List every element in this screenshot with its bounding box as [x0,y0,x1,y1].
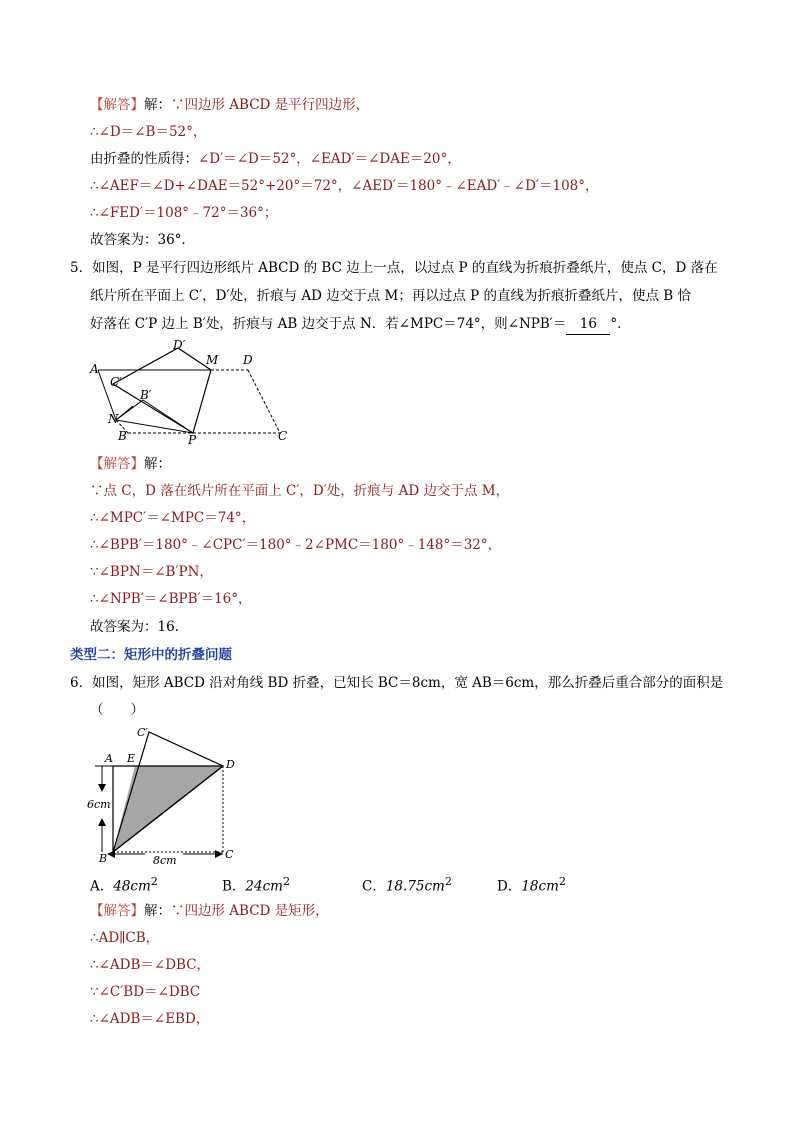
label-M: M [206,353,219,367]
label-Cp: C′ [110,375,122,389]
option-a[interactable]: A．$48cm^2$ [90,875,158,895]
option-d[interactable]: D．$18cm^2$ [497,875,567,895]
q6-stem-line-2: （ ） [90,702,144,718]
q5-solution-line-3: ∴∠MPC′＝∠MPC＝74°， [90,510,256,526]
q6-solution-line-5: ∴∠ADB＝∠EBD， [90,1011,210,1027]
section-title: 类型二：矩形中的折叠问题 [70,647,232,663]
q5-stem-line-3: 好落在 C′P 边上 B′处，折痕与 AB 边交于点 N．若∠MPC＝74°，则∠NPB′＝ 16 °． [90,314,631,335]
q4-solution-line-6: 故答案为：36°. [90,232,186,248]
solution-tag: 【解答】 [90,903,144,919]
solution-tag: 【解答】 [90,456,144,472]
q5-stem-line-2: 纸片所在平面上 C′，D′处，折痕与 AD 边交于点 M；再以过点 P 的直线为折痕折叠纸片，使点 B 恰 [90,288,692,304]
q4-solution-line-4: ∴∠AEF＝∠D+∠DAE＝52°+20°＝72°，∠AED′＝180°﹣∠EAD′﹣∠D′＝108°， [90,178,599,194]
label-N: N [108,412,119,426]
label-P: P [188,433,197,446]
q6-solution-line-3: ∴∠ADB＝∠DBC， [90,957,211,973]
label-A: A [90,362,99,376]
label-Bp: B′ [140,388,152,402]
q4-solution-line-5: ∴∠FED′＝108°﹣72°＝36°； [90,205,278,221]
label-B: B [118,429,127,443]
q6-solution-line-2: ∴AD∥CB， [90,930,160,946]
label-Cp: C′ [137,726,148,739]
label-E: E [127,752,136,765]
q6-solution-line-4: ∵∠C′BD＝∠DBC [90,984,201,1000]
q5-solution-line-2: ∵点 C，D 落在纸片所在平面上 C′，D′处，折痕与 AD 边交于点 M， [90,483,510,499]
q6-solution-line-1: 【解答】解：∵四边形 ABCD 是矩形， [90,903,329,919]
q5-figure [88,336,303,446]
q4-solution-line-1: 【解答】解：∵四边形 ABCD 是平行四边形， [90,97,370,113]
q5-solution-line-1: 【解答】解： [90,456,171,472]
option-c[interactable]: C．$18.75cm^2$ [362,875,453,895]
q6-figure [85,722,245,867]
label-D: D [243,353,253,367]
q5-solution-line-4: ∴∠BPB′＝180°﹣∠CPC′＝180°﹣2∠PMC＝180°﹣148°＝32°， [90,537,502,553]
label-A: A [105,752,113,765]
option-b[interactable]: B．$24cm^2$ [222,875,291,895]
q5-answer: 16 [566,314,610,335]
label-Dp: D′ [173,338,186,352]
label-C: C [278,429,288,443]
q4-solution-line-3: 由折叠的性质得：∠D′＝∠D＝52°，∠EAD′＝∠DAE＝20°， [90,151,461,167]
label-C: C [225,848,234,861]
label-8cm: 8cm [153,854,177,867]
q6-stem-line-1: 6．如图，矩形 ABCD 沿对角线 BD 折叠，已知长 BC＝8cm，宽 AB＝6cm，那么折叠后重合部分的面积是 [70,675,724,691]
label-D: D [226,758,235,771]
solution-tag: 【解答】 [90,97,144,113]
q5-solution-line-6: ∴∠NPB′＝∠BPB′＝16°， [90,591,252,607]
label-6cm: 6cm [87,798,111,811]
label-B: B [99,852,108,865]
q5-stem-line-1: 5．如图，P 是平行四边形纸片 ABCD 的 BC 边上一点，以过点 P 的直线为折痕折叠纸片，使点 C，D 落在 [70,260,718,276]
q4-solution-line-2: ∴∠D＝∠B＝52°， [90,124,207,140]
q5-solution-line-7: 故答案为：16. [90,619,179,635]
q5-solution-line-5: ∵∠BPN＝∠B′PN， [90,564,213,580]
